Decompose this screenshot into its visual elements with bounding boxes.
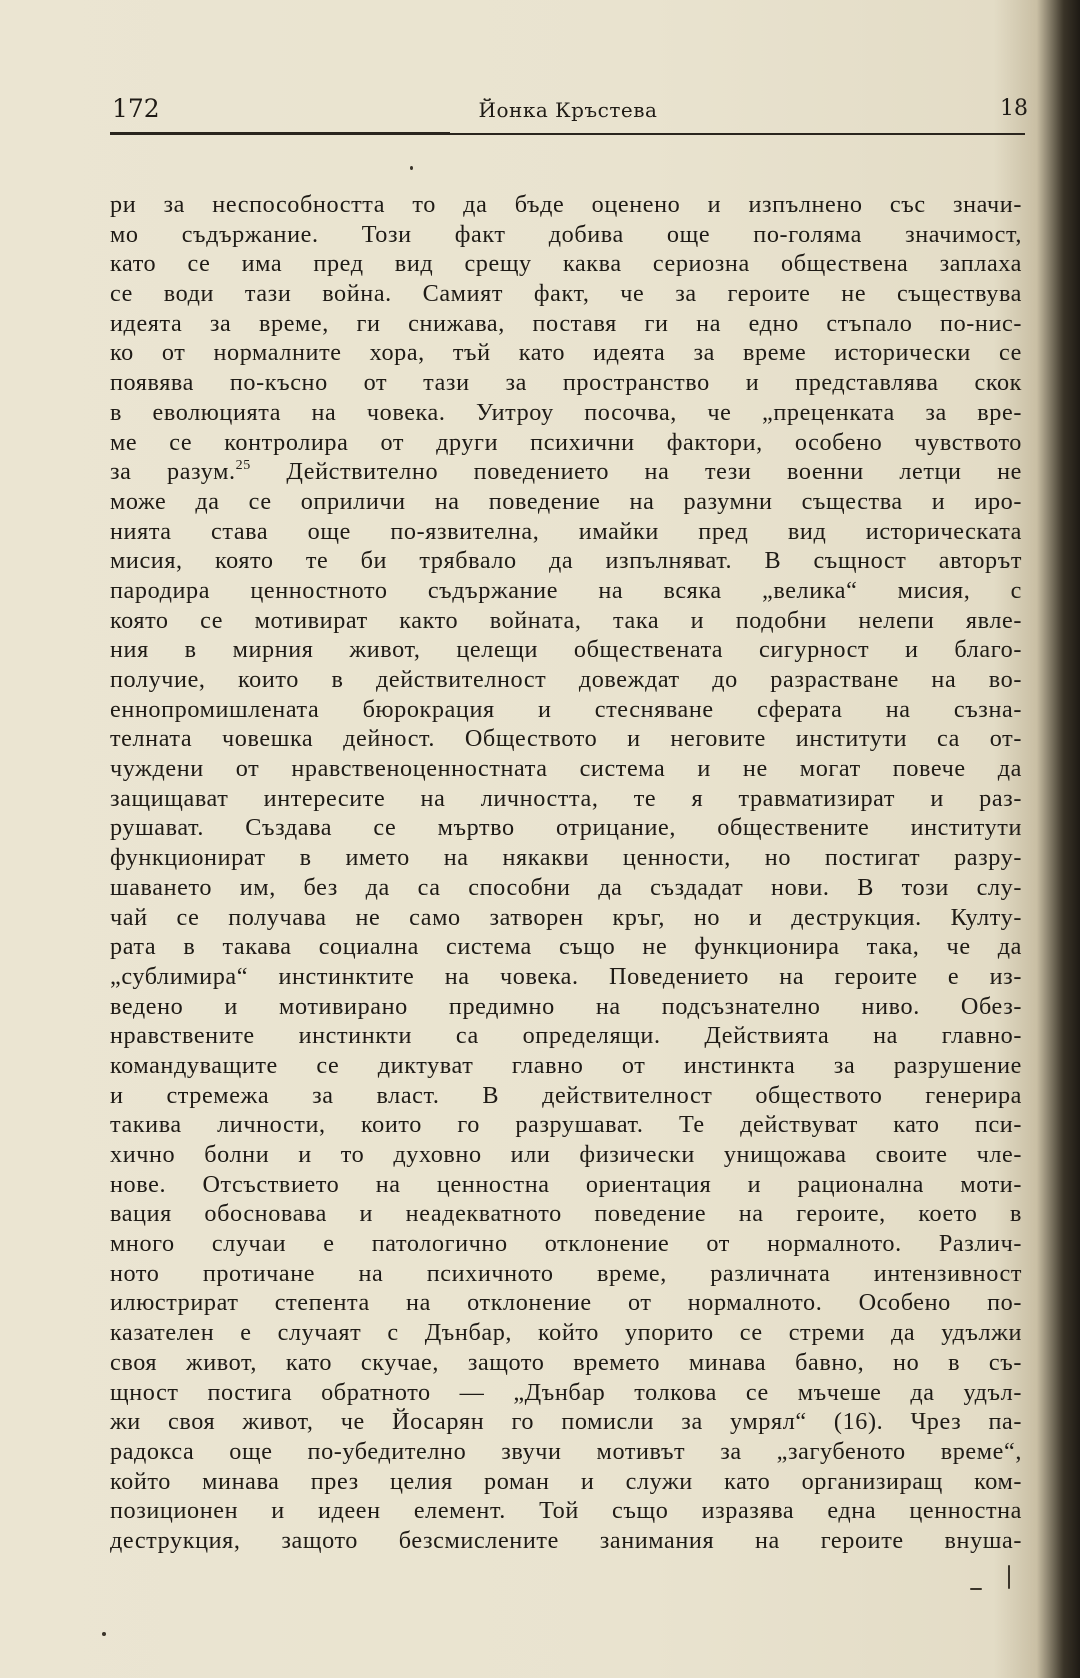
running-title: Йонка Кръстева (478, 98, 658, 122)
print-speck (970, 1588, 982, 1590)
text-line: деструкция, защото безсмислените занимания на героите внуша- (110, 1526, 1022, 1554)
text-line: ме се контролира от други психични фактори, особено чувството (110, 428, 1022, 456)
text-line: позиционен и идеен елемент. Той също изразява една ценностна (110, 1497, 1022, 1525)
text-line: еннопромишлената бюрокрация и стесняване сферата на съзна- (110, 695, 1022, 723)
text-line: получие, които в действителност довеждат до разрастване на во- (110, 666, 1022, 693)
text-line: своя живот, като скучае, защото времето минава бавно, но в съ- (110, 1348, 1022, 1376)
text-line: пародира ценностното съдържание на всяка „велика“ мисия, с (110, 576, 1022, 604)
text-line: който минава през целия роман и служи като организиращ ком- (110, 1467, 1022, 1495)
text-line: жи своя живот, че Йосарян го помисли за умрял“ (16). Чрез па- (110, 1408, 1022, 1436)
print-speck (102, 1632, 106, 1636)
text-line: вация обосновава и неадекватното поведение на героите, което в (110, 1200, 1022, 1228)
text-line: илюстрират степента на отклонение от нормалното. Особено по- (110, 1289, 1022, 1317)
text-line: чай се получава не само затворен кръг, но и деструкция. Култу- (110, 903, 1022, 931)
body-text (110, 190, 1022, 1556)
text-line: чуждени от нравственоценностната система и не могат повече да (110, 755, 1022, 783)
page-number: 172 (112, 94, 160, 123)
text-line: рушават. Създава се мъртво отрицание, обществените институти (110, 814, 1022, 842)
text-line: ното протичане на психичното време, различната интензивност (110, 1259, 1022, 1287)
text-line: която се мотивират както войната, така и подобни нелепи явле- (110, 606, 1022, 634)
text-line: мисия, която те би трябвало да изпълняват. В същност авторът (110, 547, 1022, 575)
text-line: мо съдържание. Този факт добива още по-голяма значимост, (110, 220, 1022, 248)
text-line: появява по-късно от тази за пространство и представлява скок (110, 369, 1022, 397)
text-line: шаването им, без да са способни да създадат нови. В този слу- (110, 873, 1022, 901)
text-line: и стремежа за власт. В действителност обществото генерира (110, 1081, 1022, 1109)
text-line: в еволюцията на човека. Уитроу посочва, че „преценката за вре- (110, 398, 1022, 426)
footnote-reference: 25 (235, 458, 251, 474)
text-line: такива личности, които го разрушават. Те действуват като пси- (110, 1111, 1022, 1139)
text-line: щност постига обратното — „Дънбар толкова се мъчеше да удъл- (110, 1378, 1022, 1406)
text-line: „сублимира“ инстинктите на човека. Поведението на героите е из- (110, 962, 1022, 990)
print-speck (1008, 1565, 1010, 1589)
page-header (108, 88, 1028, 132)
text-line: хично болни и то духовно или физически унищожава своите чле- (110, 1141, 1022, 1168)
text-line: нията става още по-язвителна, имайки пред вид историческата (110, 517, 1022, 545)
text-line: радокса още по-убедително звучи мотивът за „загубеното време“, (110, 1437, 1022, 1465)
text-line: може да се оприличи на поведение на разумни същества и иро- (110, 487, 1022, 515)
text-line: нравствените инстинкти са определящи. Действията на главно- (110, 1022, 1022, 1050)
text-line: ко от нормалните хора, тъй като идеята за време исторически се (110, 339, 1022, 367)
text-fragment: Действително поведението на тези военни летци не (250, 458, 1023, 486)
text-line: казателен е случаят с Дънбар, който упорито се стреми да удължи (110, 1319, 1022, 1347)
text-line: ри за неспособността то да бъде оценено и изпълнено със значи- (110, 191, 1022, 218)
text-line-with-footnote (110, 457, 1022, 487)
text-line: много случаи е патологично отклонение от нормалното. Различ- (110, 1230, 1022, 1258)
text-fragment: за разум. (110, 458, 236, 486)
text-line: функционират в името на някакви ценности, но постигат разру- (110, 844, 1022, 872)
text-line: ведено и мотивирано предимно на подсъзнателно ниво. Обез- (110, 992, 1022, 1020)
text-line: като се има пред вид срещу каква сериозна обществена заплаха (110, 250, 1022, 278)
text-line: телната човешка дейност. Обществото и неговите институти са от- (110, 725, 1022, 753)
header-rule-thick (110, 132, 450, 135)
text-line: защищават интересите на личността, те я травматизират и раз- (110, 784, 1022, 812)
text-line: рата в такава социална система също не функционира така, че да (110, 933, 1022, 961)
text-line: ния в мирния живот, целещи общественатa сигурност и благо- (110, 636, 1022, 664)
print-speck (410, 166, 413, 170)
text-line: нове. Отсъствието на ценностна ориентация и рационална моти- (110, 1170, 1022, 1198)
text-line: идеята за време, ги снижава, поставя ги на едно стъпало по-нис- (110, 309, 1022, 337)
text-line: се води тази война. Самият факт, че за героите не съществува (110, 280, 1022, 308)
signature-mark: 18 (1000, 96, 1028, 121)
text-line: командуващите се диктуват главно от инстинкта за разрушение (110, 1051, 1022, 1079)
